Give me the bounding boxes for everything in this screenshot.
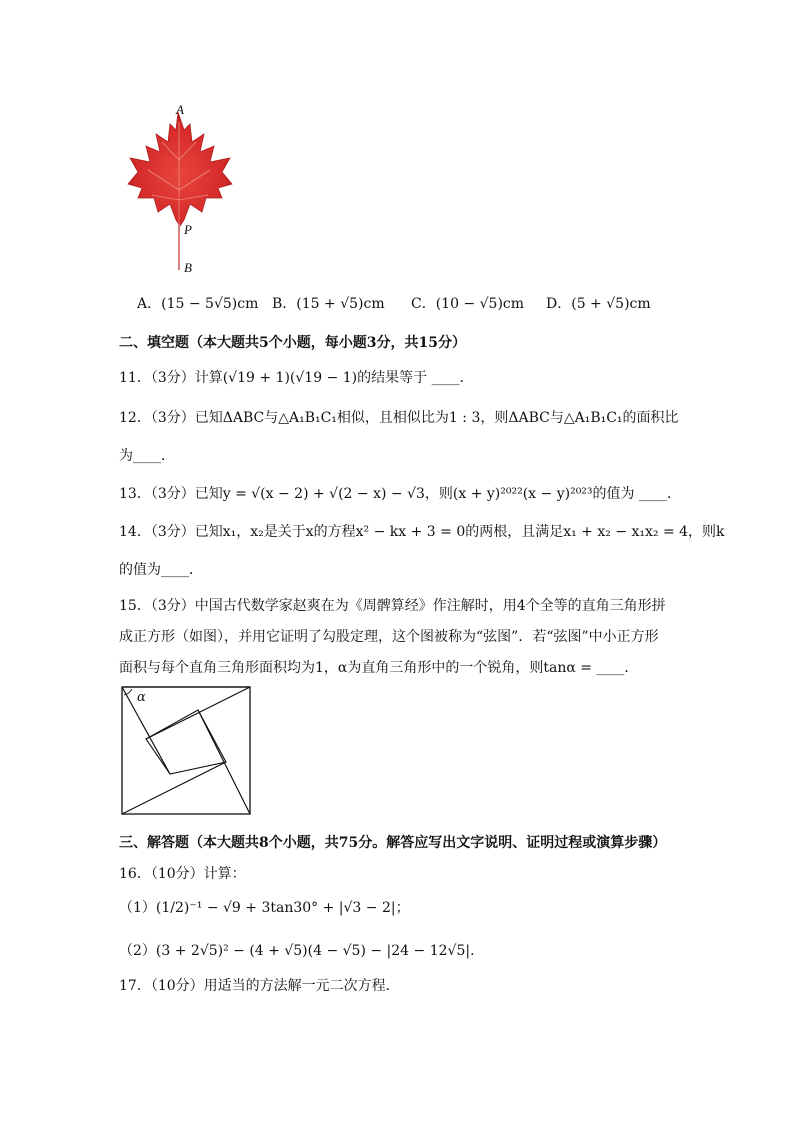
option-b — [272, 294, 385, 314]
question-15-line2: 成正方形（如图），并用它证明了勾股定理，这个图被称为“弦图”．若“弦图”中小正方形 — [119, 629, 659, 645]
option-letter: D． — [546, 296, 572, 312]
section-heading-fill-in: 二、填空题（本大题共5个小题，每小题3分，共15分） — [119, 335, 466, 351]
zhao-shuang-diagram — [120, 686, 252, 816]
question-15-line3: 面积与每个直角三角形面积均为1，α为直角三角形中的一个锐角，则tanα = ____． — [119, 660, 639, 676]
question-16-part1: （1）(1/2)⁻¹ − √9 + 3tan30° + |√3 − 2|； — [119, 900, 410, 916]
section-heading-solution: 三、解答题（本大题共8个小题，共75分。解答应写出文字说明、证明过程或演算步骤） — [119, 835, 667, 851]
leaf-label-b: B — [184, 260, 192, 275]
option-expr: (10 − √5)cm — [435, 296, 525, 312]
option-letter: B． — [272, 296, 297, 312]
alpha-label: α — [137, 690, 146, 705]
option-c — [411, 294, 524, 314]
option-d — [546, 294, 651, 314]
question-12-line1: 12．（3分）已知ΔABC与△A₁B₁C₁相似，且相似比为1 : 3，则ΔABC与△A₁B₁C₁的面积比 — [119, 410, 679, 426]
option-letter: C． — [411, 296, 436, 312]
maple-leaf-icon — [118, 100, 243, 280]
hypotenuse-diagram-icon — [120, 686, 252, 816]
option-a — [137, 294, 258, 314]
leaf-label-p: P — [184, 222, 192, 237]
option-expr: (5 + √5)cm — [571, 296, 651, 312]
leaf-label-a: A — [176, 102, 184, 117]
option-letter: A． — [137, 296, 162, 312]
question-14-line1: 14．（3分）已知x₁，x₂是关于x的方程x² − kx + 3 = 0的两根，且满足x₁ + x₂ − x₁x₂ = 4，则k — [119, 524, 725, 540]
question-15-line1: 15．（3分）中国古代数学家赵爽在为《周髀算经》作注解时，用4个全等的直角三角形拼 — [119, 598, 666, 614]
maple-leaf-figure — [118, 100, 243, 280]
question-14-line2: 的值为____． — [119, 562, 203, 578]
question-16-title: 16．（10分）计算： — [119, 866, 246, 882]
question-13: 13．（3分）已知y = √(x − 2) + √(2 − x) − √3，则(x + y)²⁰²²(x − y)²⁰²³的值为 ____． — [119, 486, 681, 502]
question-12-line2: 为____． — [119, 448, 175, 464]
question-17-title: 17．（10分）用适当的方法解一元二次方程． — [119, 978, 400, 994]
option-expr: (15 − 5√5)cm — [161, 296, 259, 312]
question-16-part2: （2）(3 + 2√5)² − (4 + √5)(4 − √5) − |24 − 12√5|． — [119, 943, 485, 959]
question-11: 11．（3分）计算(√19 + 1)(√19 − 1)的结果等于 ____． — [119, 370, 474, 386]
option-expr: (15 + √5)cm — [296, 296, 385, 312]
